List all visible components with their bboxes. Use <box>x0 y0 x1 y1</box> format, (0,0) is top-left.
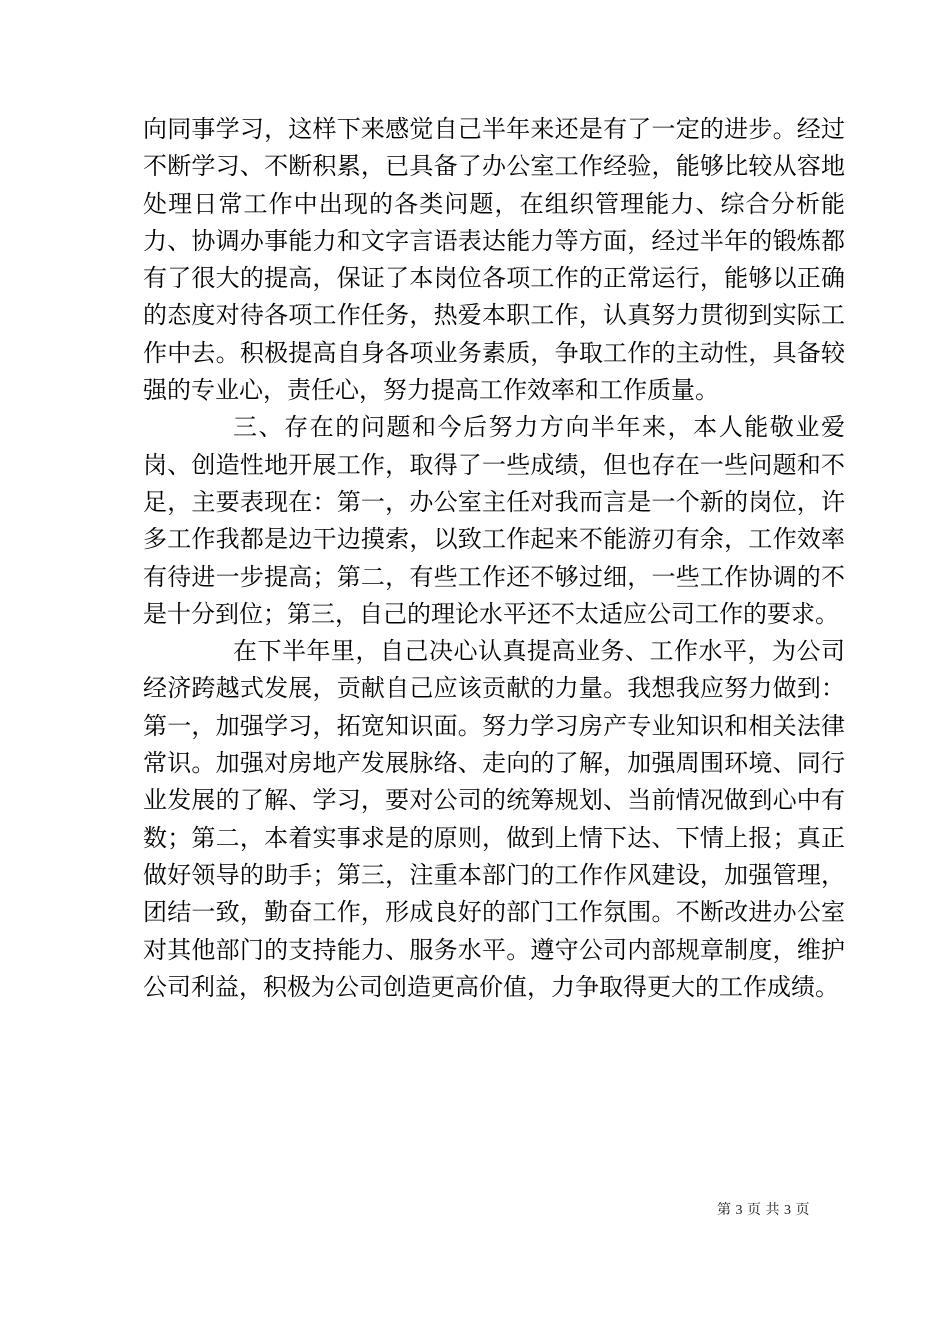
document-body <box>143 112 845 1007</box>
paragraph-section-three: 三、存在的问题和今后努力方向半年来，本人能敬业爱岗、创造性地开展工作，取得了一些成绩，但也存在一些问题和不足，主要表现在：第一，办公室主任对我而言是一个新的岗位，许多工作我都是边干边摸索，以致工作起来不能游刃有余，工作效率有待进一步提高；第二，有些工作还不够过细，一些工作协调的不是十分到位；第三，自己的理论水平还不太适应公司工作的要求。 <box>143 415 845 628</box>
paragraph-continuation: 向同事学习，这样下来感觉自己半年来还是有了一定的进步。经过不断学习、不断积累，已具备了办公室工作经验，能够比较从容地处理日常工作中出现的各类问题，在组织管理能力、综合分析能力、协调办事能力和文字言语表达能力等方面，经过半年的锻炼都有了很大的提高，保证了本岗位各项工作的正常运行，能够以正确的态度对待各项工作任务，热爱本职工作，认真努力贯彻到实际工作中去。积极提高自身各项业务素质，争取工作的主动性，具备较强的专业心，责任心，努力提高工作效率和工作质量。 <box>143 117 845 405</box>
page-number-footer: 第 3 页 共 3 页 <box>717 1203 810 1218</box>
paragraph-future-plan: 在下半年里，自己决心认真提高业务、工作水平，为公司经济跨越式发展，贡献自己应该贡献的力量。我想我应努力做到：第一，加强学习，拓宽知识面。努力学习房产专业知识和相关法律常识。加强对房地产发展脉络、走向的了解，加强周围环境、同行业发展的了解、学习，要对公司的统筹规划、当前情况做到心中有数；第二，本着实事求是的原则，做到上情下达、下情上报；真正做好领导的助手；第三，注重本部门的工作作风建设，加强管理，团结一致，勤奋工作，形成良好的部门工作氛围。不断改进办公室对其他部门的支持能力、服务水平。遵守公司内部规章制度，维护公司利益，积极为公司创造更高价值，力争取得更大的工作成绩。 <box>143 639 845 1001</box>
